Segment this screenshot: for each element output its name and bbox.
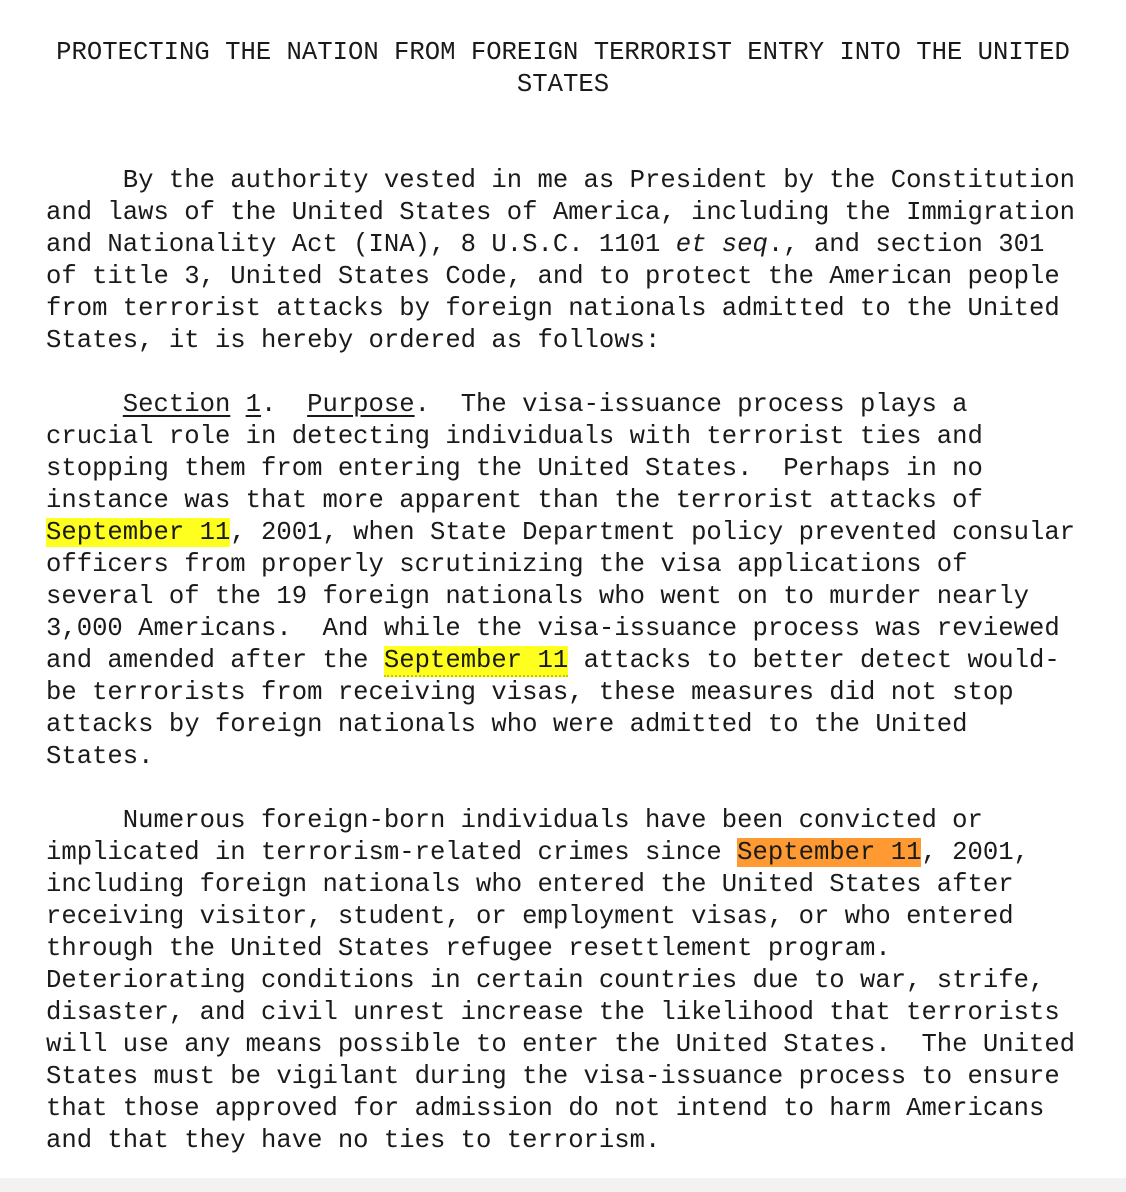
section-1-line-4: instance was that more apparent than the terrorist attacks of [46, 486, 983, 515]
search-highlight[interactable]: September 11 [46, 518, 231, 547]
preamble-text: ., and section 301 [767, 230, 1045, 259]
section-1-line-2: crucial role in detecting individuals with terrorist ties and [46, 422, 983, 451]
preamble-line-2: and laws of the United States of America, including the Immigration [46, 198, 1076, 227]
paragraph-2-line-11: and that they have no ties to terrorism. [46, 1126, 661, 1155]
preamble-line-5: from terrorist attacks by foreign nationals admitted to the United [46, 294, 1060, 323]
paragraph-2-line-6: Deteriorating conditions in certain countries due to war, strife, [46, 966, 1045, 995]
preamble-text: and Nationality Act (INA), 8 U.S.C. 1101 [46, 230, 676, 259]
section-1-line-8: 3,000 Americans. And while the visa-issuance process was reviewed [46, 614, 1060, 643]
section-1-line-7: several of the 19 foreign nationals who went on to murder nearly [46, 582, 1029, 611]
paragraph-2-line-8: will use any means possible to enter the United States. The United [46, 1030, 1076, 1059]
paragraph-2-line-2 [46, 837, 1029, 869]
paragraph-2-line-1: Numerous foreign-born individuals have been convicted or [46, 806, 983, 835]
paragraph-2-line-4: receiving visitor, student, or employment visas, or who entered [46, 902, 1014, 931]
document-title: PROTECTING THE NATION FROM FOREIGN TERRORIST ENTRY INTO THE UNITED STATES [56, 38, 1070, 99]
page-bottom-edge [0, 1178, 1126, 1192]
section-label: Section [122, 390, 231, 419]
current-search-highlight[interactable]: September 11 [737, 838, 922, 867]
preamble-line-1: By the authority vested in me as President by the Constitution [46, 166, 1076, 195]
separator: . [261, 390, 308, 419]
paragraph-2-line-3: including foreign nationals who entered the United States after [46, 870, 1014, 899]
section-heading: Purpose [307, 390, 415, 419]
section-number: 1 [245, 390, 262, 419]
section-1-line-12: States. [46, 742, 154, 771]
search-highlight[interactable]: September 11 [383, 646, 569, 675]
section-1-line-5 [46, 517, 1075, 549]
preamble-line-3 [46, 229, 1044, 261]
section-1-line-1 [46, 389, 968, 421]
indent [46, 390, 123, 419]
section-1-line-6: officers from properly scrutinizing the visa applications of [46, 550, 968, 579]
section-1-line-9 [46, 645, 1060, 677]
section-text: , 2001, when State Department policy prevented consular [230, 518, 1076, 547]
preamble-line-6: States, it is hereby ordered as follows: [46, 326, 661, 355]
section-text: and amended after the [46, 646, 384, 675]
paragraph-2-line-7: disaster, and civil unrest increase the likelihood that terrorists [46, 998, 1060, 1027]
preamble-line-4: of title 3, United States Code, and to protect the American people [46, 262, 1060, 291]
section-1-line-11: attacks by foreign nationals who were admitted to the United [46, 710, 968, 739]
section-1-line-10: be terrorists from receiving visas, these measures did not stop [46, 678, 1014, 707]
paragraph-text: implicated in terrorism-related crimes since [46, 838, 738, 867]
space [230, 390, 245, 419]
section-text: attacks to better detect would- [568, 646, 1060, 675]
paragraph-2-line-10: that those approved for admission do not intend to harm Americans [46, 1094, 1045, 1123]
paragraph-2-line-5: through the United States refugee resettlement program. [46, 934, 891, 963]
section-text: . The visa-issuance process plays a [414, 390, 968, 419]
paragraph-2-line-9: States must be vigilant during the visa-issuance process to ensure [46, 1062, 1060, 1091]
et-seq-italic: et seq [675, 230, 768, 259]
section-1-line-3: stopping them from entering the United States. Perhaps in no [46, 454, 983, 483]
paragraph-text: , 2001, [921, 838, 1029, 867]
